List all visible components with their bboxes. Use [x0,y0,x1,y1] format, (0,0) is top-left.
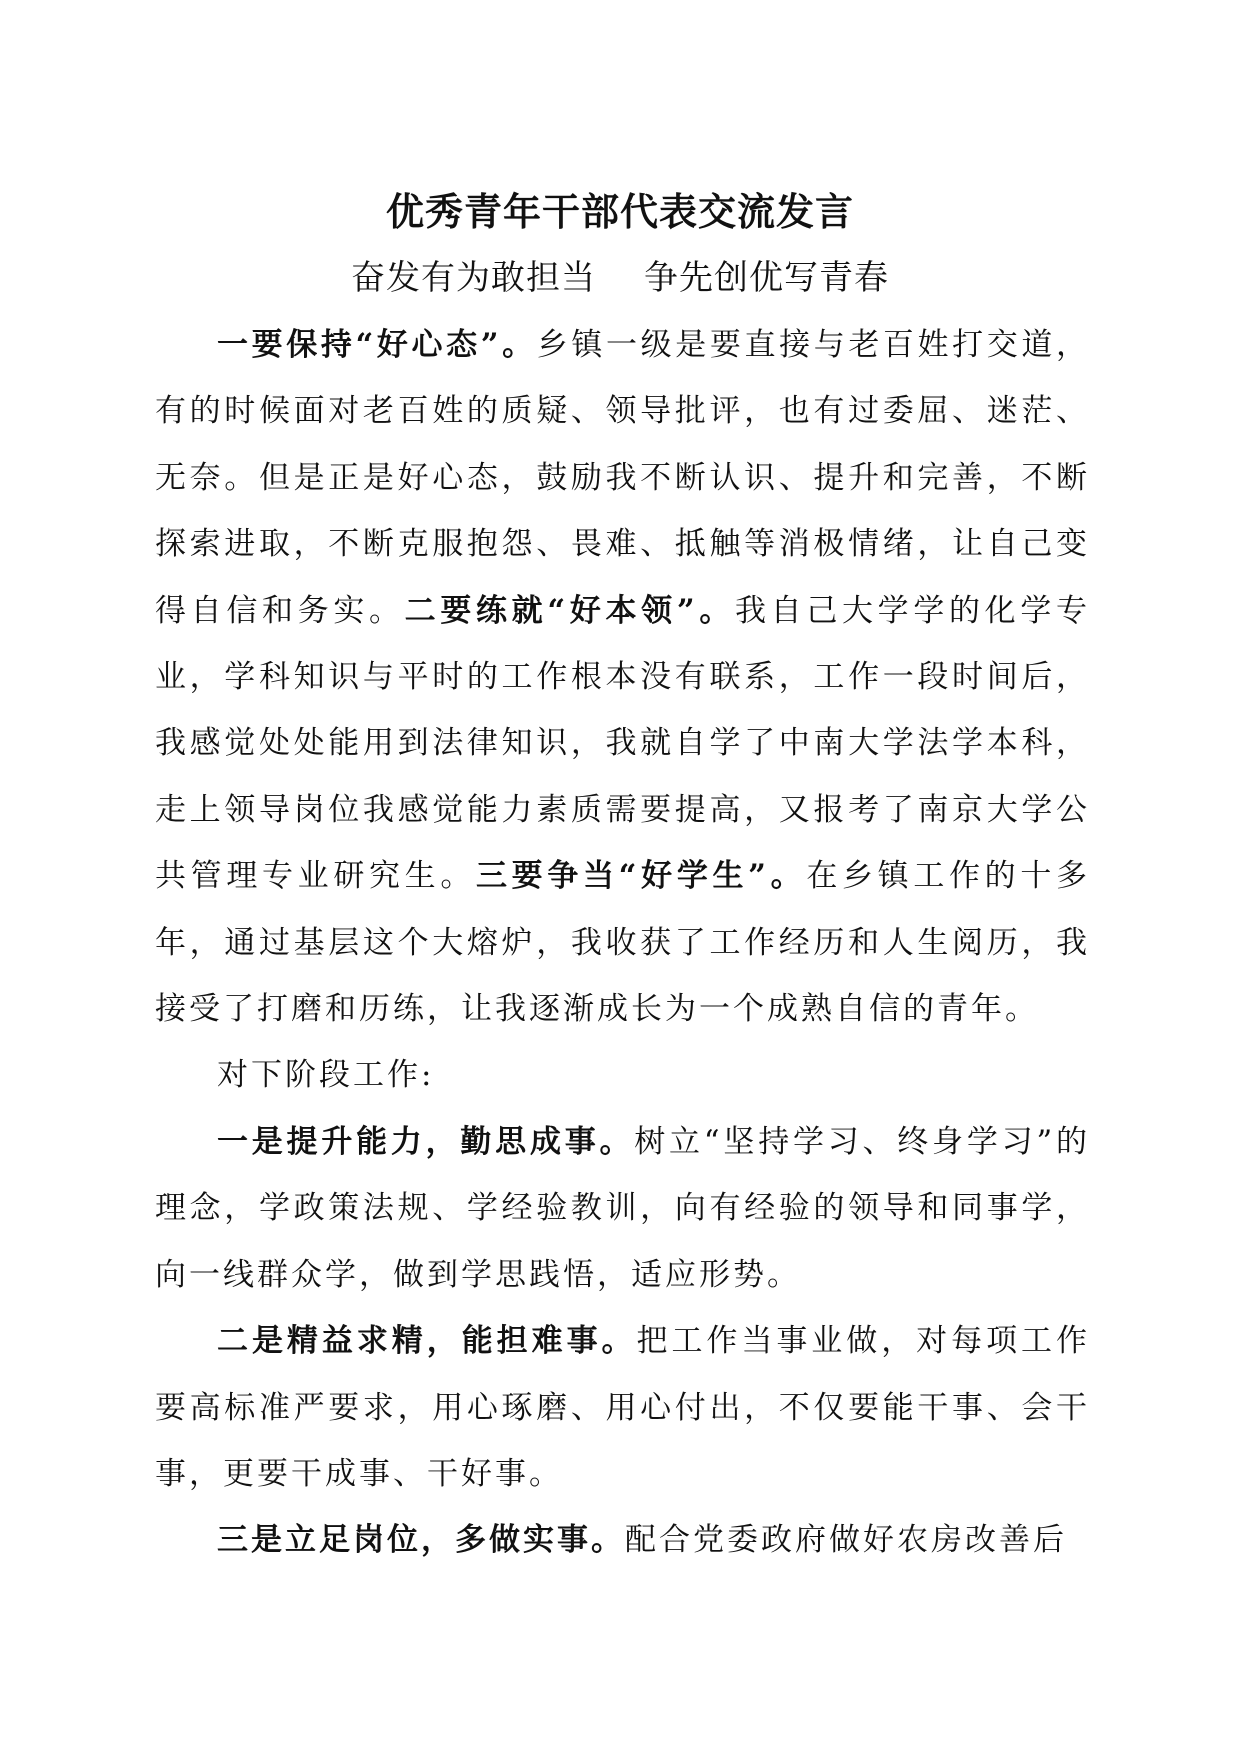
paragraph-1-text-3: 在乡镇工作的十多年，通过基层这个大熔炉，我收获了工作经历和人生阅历，我接受了打磨和历练，让我逐渐成长为一个成熟自信的青年。 [155,858,1090,1028]
paragraph-5-heading: 三是立足岗位，多做实事。 [217,1522,625,1559]
paragraph-4-text: 把工作当事业做，对每项工作要高标准严要求，用心琢磨、用心付出，不仅要能干事、会干事，更要干成事、干好事。 [155,1323,1090,1492]
paragraph-3-heading: 一是提升能力，勤思成事。 [217,1123,635,1160]
paragraph-1-heading-2: 二要练就“好本领”。 [404,592,735,629]
paragraph-2 [155,1042,1090,1108]
paragraph-1-heading-3: 三要争当“好学生”。 [476,858,807,895]
paragraph-1-text-2: 我自己大学学的化学专业，学科知识与平时的工作根本没有联系，工作一段时间后，我感觉处处能用到法律知识，我就自学了中南大学法学本科，走上领导岗位我感觉能力素质需要提高，又报考了南京大学公共管理专业研究生。 [155,592,1090,895]
paragraph-5-text: 配合党委政府做好农房改善后 [625,1522,1067,1559]
document-body [155,312,1090,1574]
subtitle-part-2: 争先创优写青春 [644,258,889,298]
paragraph-1-text-1: 乡镇一级是要直接与老百姓打交道，有的时候面对老百姓的质疑、领导批评，也有过委屈、迷茫、无奈。但是正是好心态，鼓励我不断认识、提升和完善，不断探索进取，不断克服抱怨、畏难、抵触等消极情绪，让自己变得自信和务实。 [155,327,1090,629]
paragraph-1 [155,312,1090,1042]
subtitle-part-1: 奋发有为敢担当 [351,258,596,298]
paragraph-3 [155,1109,1090,1308]
page-title: 优秀青年干部代表交流发言 [385,189,854,234]
paragraph-5 [155,1507,1090,1573]
paragraph-2-text: 对下阶段工作: [217,1057,435,1094]
paragraph-4-heading: 二是精益求精，能担难事。 [217,1323,637,1360]
paragraph-4 [155,1308,1090,1507]
paragraph-3-text: 树立“坚持学习、终身学习”的理念，学政策法规、学经验教训，向有经验的领导和同事学，向一线群众学，做到学思践悟，适应形势。 [155,1123,1090,1293]
paragraph-1-heading-1: 一要保持“好心态”。 [217,327,537,363]
page-subtitle [0,246,1240,310]
